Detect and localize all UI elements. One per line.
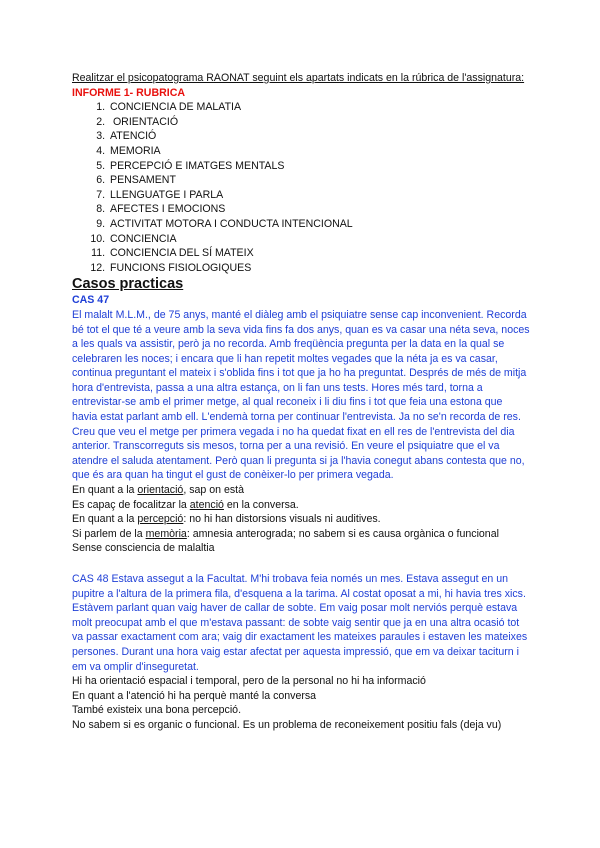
note-text: En quant a la (72, 484, 138, 497)
case48-note: També existeix una bona percepció. (72, 704, 242, 717)
case48-text: CAS 48 Estava assegut a la Facultat. M'hi trobava feia només un mes. Estava assegut en un pupitre a l'altura de la primera fila, d'esquena a la tarima. Al costat oposat a mi, hi havia tres xics. Estàvem parlant quan vaig haver de callar de sobte. Em vaig posar molt nerviós perquè estava molt preocupat amb el que m'estava passant: de sobte vaig sentir que ja en una altra ocasió tot va passar exactament com ara; vaig dir exactament les mateixes paraules i estaven les mateixes persones. Durant una hora vaig estar afectat per aquesta impressió, que em va deixar taciturn i em va omplir d'inseguretat. (72, 573, 528, 673)
section-title: Casos practicas (72, 276, 184, 293)
note-text: , sap on està (183, 484, 244, 497)
note-text: : no hi han distorsions visuals ni auditives. (183, 513, 381, 526)
rubric-item: 6. PENSAMENT (108, 173, 530, 188)
case47-note (72, 498, 530, 513)
rubric-item: 3. ATENCIÓ (108, 129, 530, 144)
case48-note: No sabem si es organic o funcional. Es un problema de reconeixement positiu fals (deja vu) (72, 718, 502, 731)
case47-note (72, 512, 530, 527)
rubric-item: 8. AFECTES I EMOCIONS (108, 202, 530, 217)
note-term: orientació (137, 484, 184, 497)
rubric-item: 12. FUNCIONS FISIOLOGIQUES (108, 261, 530, 276)
note-text: en la conversa. (223, 498, 299, 511)
note-text: : amnesia anterograda; no sabem si es causa orgànica o funcional (186, 527, 499, 540)
rubric-item: 11. CONCIENCIA DEL SÍ MATEIX (108, 246, 530, 261)
rubric-item: 9. ACTIVITAT MOTORA I CONDUCTA INTENCIONAL (108, 217, 530, 232)
case47-title: CAS 47 (72, 294, 110, 307)
rubric-item: 10. CONCIENCIA (108, 232, 530, 247)
rubric-item: 1. CONCIENCIA DE MALATIA (108, 100, 530, 115)
note-term: percepció (137, 513, 184, 526)
rubric-item: 4. MEMORIA (108, 144, 530, 159)
note-text: Es capaç de focalitzar la (72, 498, 190, 511)
note-text: Si parlem de la (72, 527, 146, 540)
case47-note (72, 541, 530, 556)
case47-text: El malalt M.L.M., de 75 anys, manté el diàleg amb el psiquiatre sense cap inconvenient. Recorda bé tot el que té a veure amb la seva vida fins fa dos anys, quan es va casar una néta seva, noces a les quals va assistir, però ja no recorda. Amb freqüència pregunta per la data en la qual se celebraren les noces; i encara que li han repetit moltes vegades que la néta ja es va casar, continua preguntant el mateix i s'oblida fins i tot que ja ho ha preguntat. Després de més de mitja hora d'entrevista, passa a una altra estança, on li fan uns tests. Hores més tard, torna a entrevistar-se amb el primer metge, al qual reconeix i li diu fins i tot que feia una estona que havia estat parlant amb ell. L'endemà torna per continuar l'entrevista. Ja no se'n recorda de res. Creu que veu el metge per primera vegada i no ha quedat fixat en ell res de l'entrevista del dia anterior. Transcorreguts sis mesos, torna per a una revisió. En veure el psiquiatre que el va atendre el saluda atentament. Però quan li pregunta si ja l'havia conegut abans contesta que no, que és ara quan ha tingut el gust de conèixer-lo per primera vegada. (72, 308, 530, 482)
case47-note (72, 527, 530, 542)
note-text: Sense consciencia de malaltia (72, 542, 215, 555)
case47-note (72, 483, 530, 498)
note-term: atenció (189, 498, 224, 511)
case48-note: Hi ha orientació espacial i temporal, pero de la personal no hi ha informació (72, 675, 426, 688)
rubric-list (72, 100, 530, 275)
case48-note: En quant a l'atenció hi ha perquè manté la conversa (72, 689, 317, 702)
spacer (72, 556, 530, 572)
document-content (72, 71, 530, 733)
rubric-title: INFORME 1- RUBRICA (72, 86, 185, 99)
rubric-item: 2. ORIENTACIÓ (108, 115, 530, 130)
rubric-item: 7. LLENGUATGE I PARLA (108, 188, 530, 203)
assignment-intro: Realitzar el psicopatograma RAONAT seguint els apartats indicats en la rúbrica de l'assignatura: (72, 72, 525, 84)
note-text: En quant a la (72, 513, 138, 526)
rubric-item: 5. PERCEPCIÓ E IMATGES MENTALS (108, 159, 530, 174)
note-term: memòria (145, 527, 187, 540)
